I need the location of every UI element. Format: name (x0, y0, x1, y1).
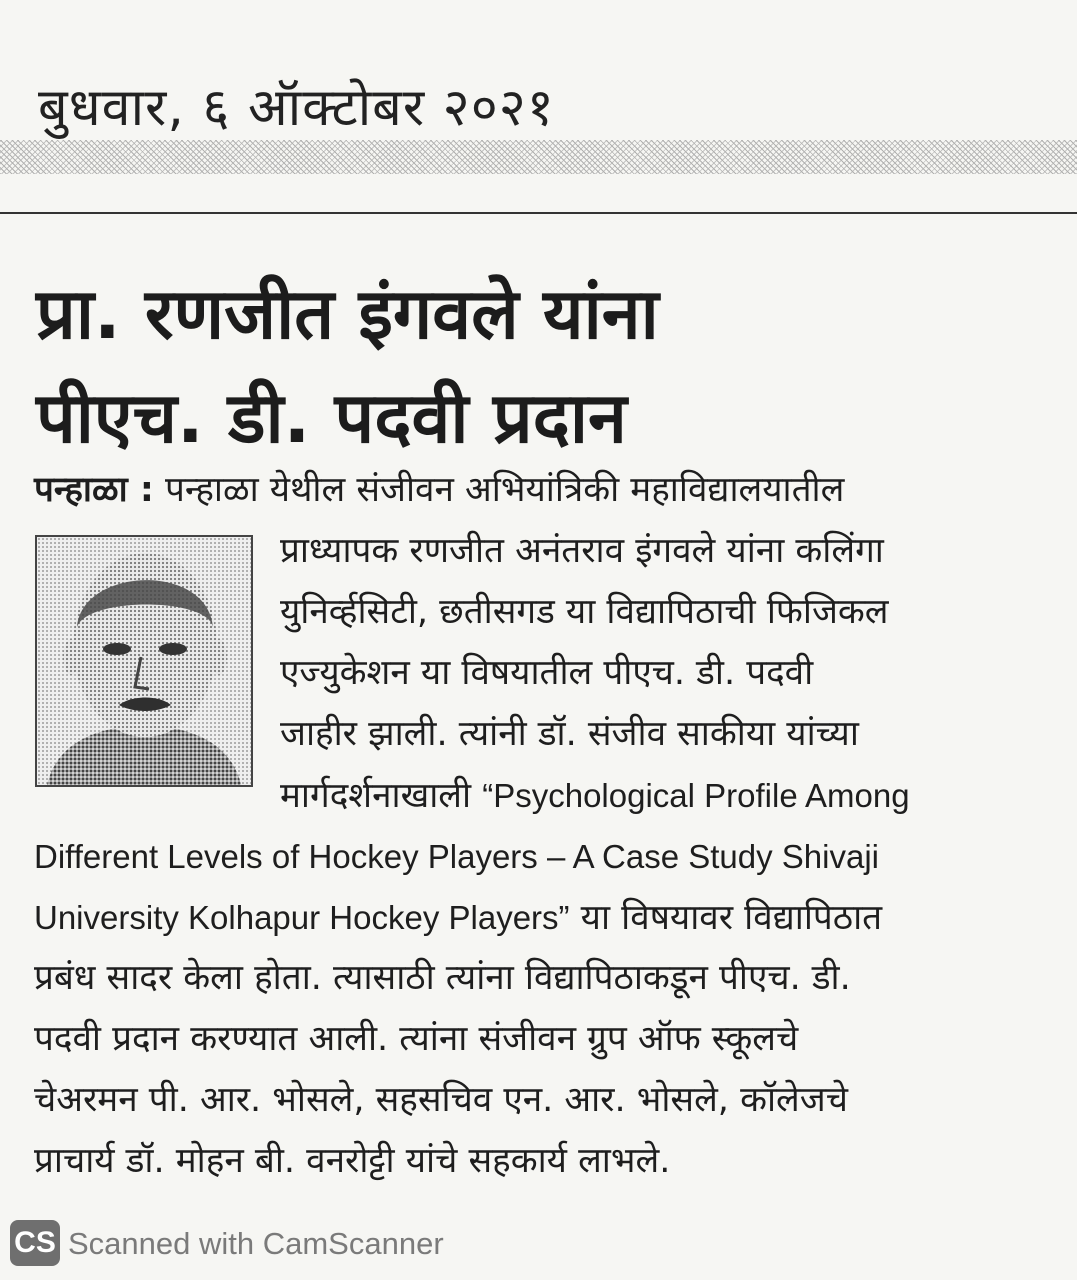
body-line-7: Different Levels of Hockey Players – A Case Study Shivaji (34, 838, 879, 875)
article-headline (36, 262, 1036, 470)
body-text-6a: मार्गदर्शनाखाली (280, 776, 472, 816)
publication-date: बुधवार, ६ ऑक्टोबर २०२१ (38, 78, 555, 138)
thesis-title-end: University Kolhapur Hockey Players” (34, 899, 570, 936)
divider-rule (0, 212, 1077, 214)
article-body (34, 460, 1034, 1192)
body-line-9: प्रबंध सादर केला होता. त्यासाठी त्यांना विद्यापिठाकडून पीएच. डी. (34, 958, 851, 998)
headline-line-1: प्रा. रणजीत इंगवले यांना (36, 273, 659, 355)
headline-line-2: पीएच. डी. पदवी प्रदान (36, 377, 627, 459)
body-line-5: जाहीर झाली. त्यांनी डॉ. संजीव साकीया यांच्या (280, 714, 859, 754)
camscanner-logo-icon: CS (10, 1220, 60, 1266)
body-line-2: प्राध्यापक रणजीत अनंतराव इंगवले यांना कलिंगा (280, 531, 884, 571)
scanner-watermark: Scanned with CamScanner (68, 1226, 444, 1261)
body-line-6 (34, 765, 1034, 826)
body-line-12: प्राचार्य डॉ. मोहन बी. वनरोट्टी यांचे सहकार्य लाभले. (34, 1141, 671, 1181)
body-line-11: चेअरमन पी. आर. भोसले, सहसचिव एन. आर. भोसले, कॉलेजचे (34, 1080, 848, 1120)
thesis-title-start: “Psychological Profile Among (482, 777, 910, 814)
decorative-hatch-band (0, 140, 1077, 174)
body-line-4: एज्युकेशन या विषयातील पीएच. डी. पदवी (280, 653, 814, 693)
body-text-1: पन्हाळा येथील संजीवन अभियांत्रिकी महाविद्यालयातील (164, 470, 845, 510)
dateline-place: पन्हाळा : (34, 470, 154, 510)
body-line-1 (34, 460, 1034, 521)
body-text-8b: या विषयावर विद्यापिठात (580, 898, 883, 938)
body-line-8 (34, 887, 1034, 948)
body-line-10: पदवी प्रदान करण्यात आली. त्यांना संजीवन ग्रुप ऑफ स्कूलचे (34, 1019, 799, 1059)
body-line-3: युनिर्व्हसिटी, छतीसगड या विद्यापिठाची फिजिकल (280, 592, 889, 632)
